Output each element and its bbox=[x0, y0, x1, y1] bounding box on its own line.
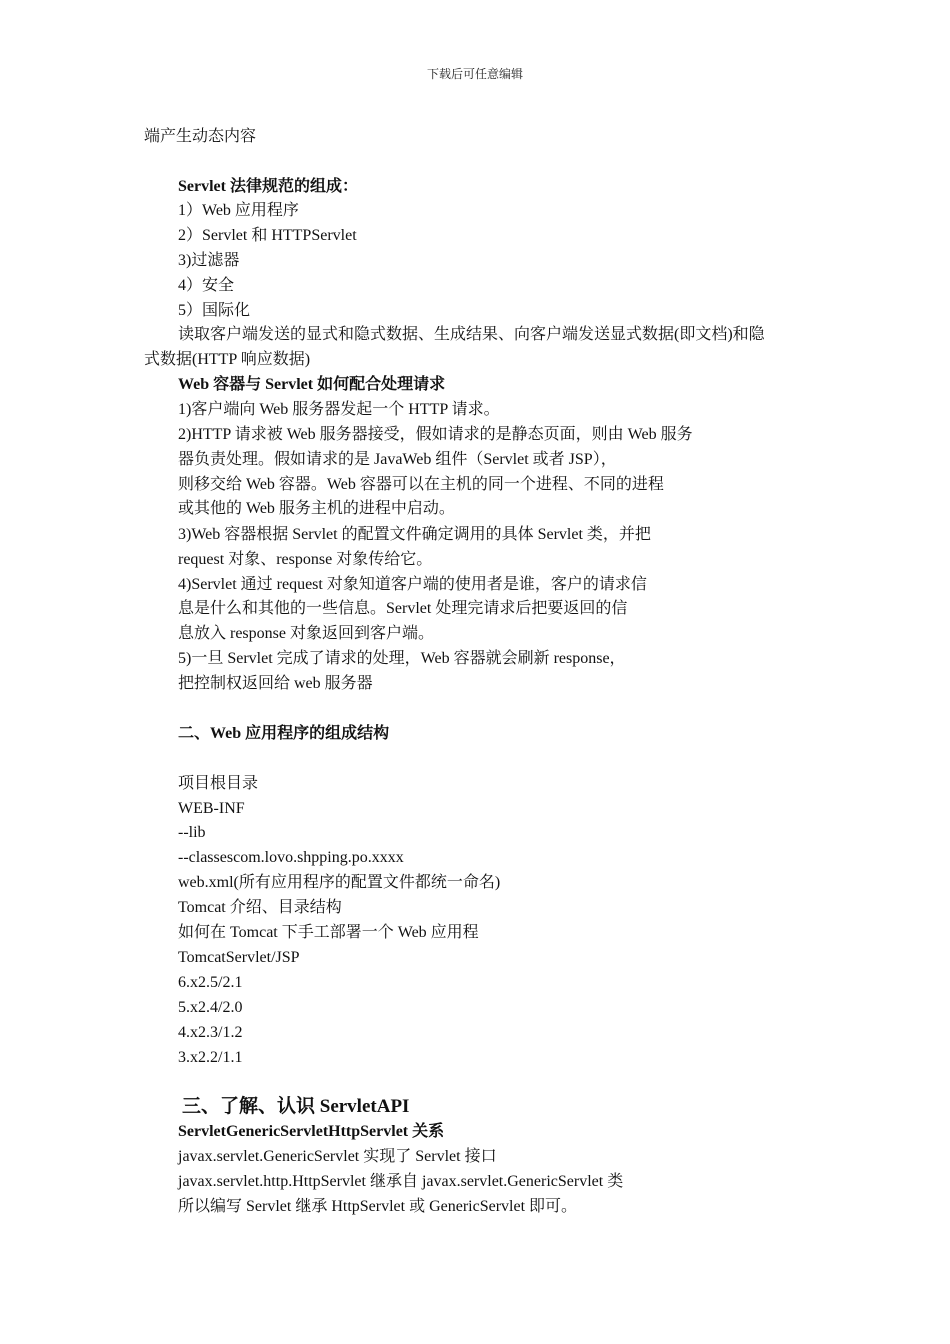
text-line: 息是什么和其他的一些信息。Servlet 处理完请求后把要返回的信 bbox=[178, 600, 628, 617]
text-line: 4.x2.3/1.2 bbox=[178, 1024, 243, 1041]
text-line: 5.x2.4/2.0 bbox=[178, 999, 243, 1016]
text-line: 项目根目录 bbox=[178, 775, 259, 792]
page-header-note: 下载后可任意编辑 bbox=[426, 67, 523, 81]
text-line: --lib bbox=[178, 824, 206, 841]
text-line: web.xml(所有应用程序的配置文件都统一命名) bbox=[178, 874, 501, 891]
text-line: 所以编写 Servlet 继承 HttpServlet 或 GenericServlet 即可。 bbox=[178, 1198, 578, 1215]
text-line: 或其他的 Web 服务主机的进程中启动。 bbox=[178, 500, 455, 517]
text-line: --classescom.lovo.shpping.po.xxxx bbox=[178, 849, 404, 866]
section-heading: 三、了解、认识 ServletAPI bbox=[182, 1096, 410, 1117]
list-item: 3)过滤器 bbox=[178, 252, 240, 269]
list-item: 1）Web 应用程序 bbox=[178, 202, 299, 219]
text-line: 5)一旦 Servlet 完成了请求的处理，Web 容器就会刷新 response， bbox=[178, 650, 626, 667]
text-line: javax.servlet.http.HttpServlet 继承自 javax.servlet.GenericServlet 类 bbox=[178, 1173, 624, 1190]
text-line: javax.servlet.GenericServlet 实现了 Servlet 接口 bbox=[178, 1148, 497, 1165]
text-line: 读取客户端发送的显式和隐式数据、生成结果、向客户端发送显式数据(即文档)和隐 bbox=[178, 326, 765, 343]
text-line: 端产生动态内容 bbox=[144, 128, 257, 145]
text-line: 把控制权返回给 web 服务器 bbox=[178, 675, 373, 692]
text-line: 息放入 response 对象返回到客户端。 bbox=[178, 625, 434, 642]
text-line: WEB-INF bbox=[178, 800, 245, 817]
section-heading: ServletGenericServletHttpServlet 关系 bbox=[178, 1123, 445, 1140]
text-line: 2)HTTP 请求被 Web 服务器接受，假如请求的是静态页面，则由 Web 服务 bbox=[178, 426, 693, 443]
text-line: 3.x2.2/1.1 bbox=[178, 1049, 243, 1066]
text-line: 如何在 Tomcat 下手工部署一个 Web 应用程 bbox=[178, 924, 479, 941]
text-line: 3)Web 容器根据 Servlet 的配置文件确定调用的具体 Servlet 类，并把 bbox=[178, 526, 651, 543]
text-line: 器负责处理。假如请求的是 JavaWeb 组件（Servlet 或者 JSP）， bbox=[178, 451, 617, 468]
section-heading: Servlet 法律规范的组成： bbox=[178, 178, 358, 195]
list-item: 5）国际化 bbox=[178, 302, 251, 319]
text-line: 1)客户端向 Web 服务器发起一个 HTTP 请求。 bbox=[178, 401, 500, 418]
list-item: 2）Servlet 和 HTTPServlet bbox=[178, 227, 357, 244]
text-line: 则移交给 Web 容器。Web 容器可以在主机的同一个进程、不同的进程 bbox=[178, 476, 664, 493]
section-heading: Web 容器与 Servlet 如何配合处理请求 bbox=[178, 376, 446, 393]
text-line: 6.x2.5/2.1 bbox=[178, 974, 243, 991]
text-line: TomcatServlet/JSP bbox=[178, 949, 300, 966]
list-item: 4）安全 bbox=[178, 277, 235, 294]
text-line: 4)Servlet 通过 request 对象知道客户端的使用者是谁，客户的请求信 bbox=[178, 576, 647, 593]
text-line: Tomcat 介绍、目录结构 bbox=[178, 899, 342, 916]
section-heading: 二、Web 应用程序的组成结构 bbox=[178, 725, 390, 742]
text-line: request 对象、response 对象传给它。 bbox=[178, 551, 433, 568]
text-line: 式数据(HTTP 响应数据) bbox=[144, 351, 311, 368]
